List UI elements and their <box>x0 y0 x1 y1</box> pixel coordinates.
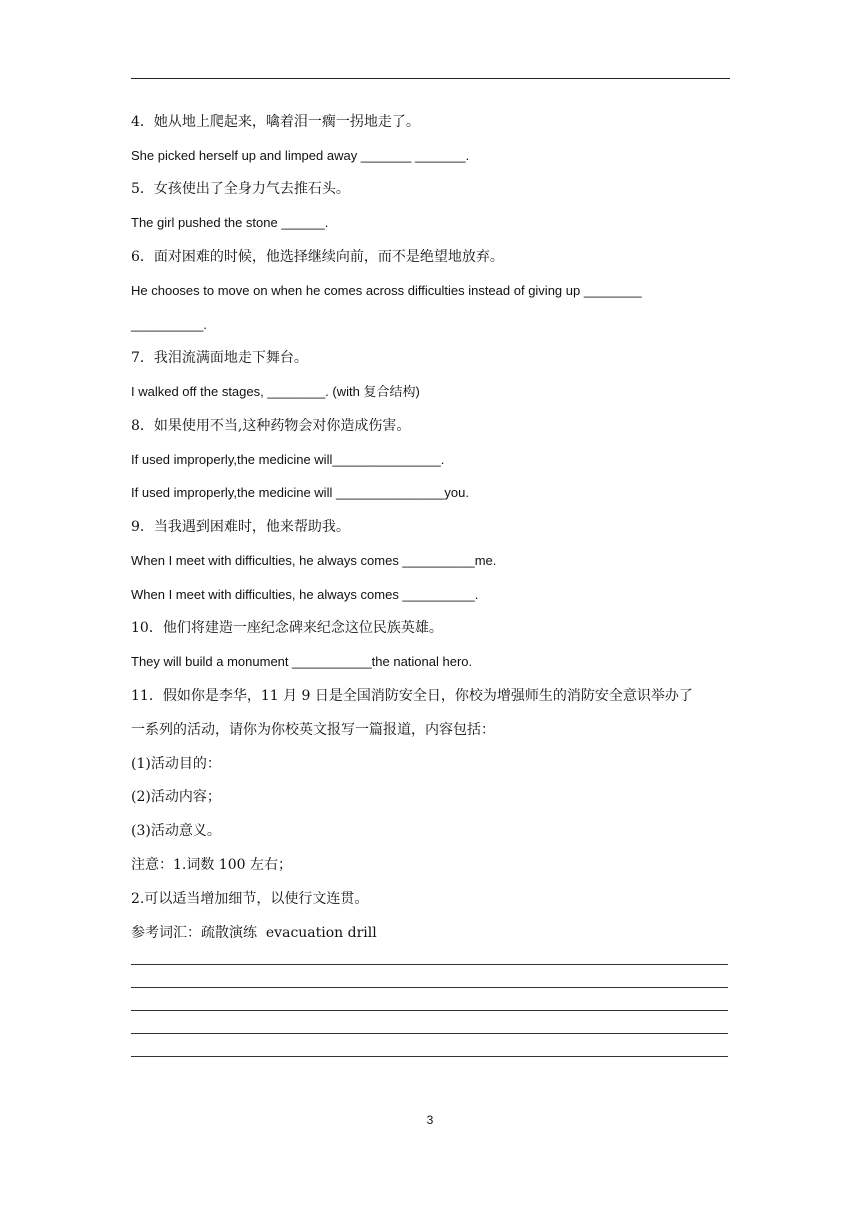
q11-note-1: 注意：1.词数 100 左右； <box>131 857 292 873</box>
writing-line[interactable] <box>131 1010 728 1011</box>
q9-english-a: When I meet with difficulties, he always comes __________me. <box>131 553 497 568</box>
q7-english: I walked off the stages, ________. (with 复合结构) <box>131 384 420 399</box>
q11-prompt: 11．假如你是李华，11 月 9 日是全国消防安全日，你校为增强师生的消防安全意识举办了 <box>131 688 693 704</box>
q11-vocab: 参考词汇：疏散演练 evacuation drill <box>131 925 377 941</box>
q4-chinese: 4．她从地上爬起来，噙着泪一瘸一拐地走了。 <box>131 114 420 130</box>
q8-english-b: If used improperly,the medicine will _______________you. <box>131 485 469 500</box>
writing-line[interactable] <box>131 987 728 988</box>
q8-chinese: 8．如果使用不当,这种药物会对你造成伤害。 <box>131 418 411 434</box>
q6-english: He chooses to move on when he comes across difficulties instead of giving up ________ <box>131 283 642 298</box>
page-number: 3 <box>426 1113 434 1127</box>
q10-english: They will build a monument ___________the national hero. <box>131 654 473 669</box>
header-rule <box>131 78 730 79</box>
writing-line[interactable] <box>131 1033 728 1034</box>
q11-prompt-cont: 一系列的活动，请你为你校英文报写一篇报道，内容包括： <box>131 722 495 738</box>
q6-chinese: 6．面对困难的时候，他选择继续向前，而不是绝望地放弃。 <box>131 249 504 265</box>
writing-line[interactable] <box>131 964 728 965</box>
q9-chinese: 9．当我遇到困难时，他来帮助我。 <box>131 519 350 535</box>
q11-item-3: (3)活动意义。 <box>131 823 221 839</box>
writing-line[interactable] <box>131 1056 728 1057</box>
q11-note-2: 2.可以适当增加细节，以使行文连贯。 <box>131 891 369 907</box>
q8-english-a: If used improperly,the medicine will_______________. <box>131 452 445 467</box>
q4-english: She picked herself up and limped away _______ _______. <box>131 148 470 163</box>
q5-chinese: 5．女孩使出了全身力气去推石头。 <box>131 181 350 197</box>
q6-english-cont: __________. <box>131 317 207 332</box>
q11-item-2: (2)活动内容； <box>131 789 221 805</box>
q11-item-1: (1)活动目的： <box>131 756 221 772</box>
q10-chinese: 10．他们将建造一座纪念碑来纪念这位民族英雄。 <box>131 620 443 636</box>
q7-chinese: 7．我泪流满面地走下舞台。 <box>131 350 308 366</box>
q5-english: The girl pushed the stone ______. <box>131 215 329 230</box>
q9-english-b: When I meet with difficulties, he always comes __________. <box>131 587 479 602</box>
